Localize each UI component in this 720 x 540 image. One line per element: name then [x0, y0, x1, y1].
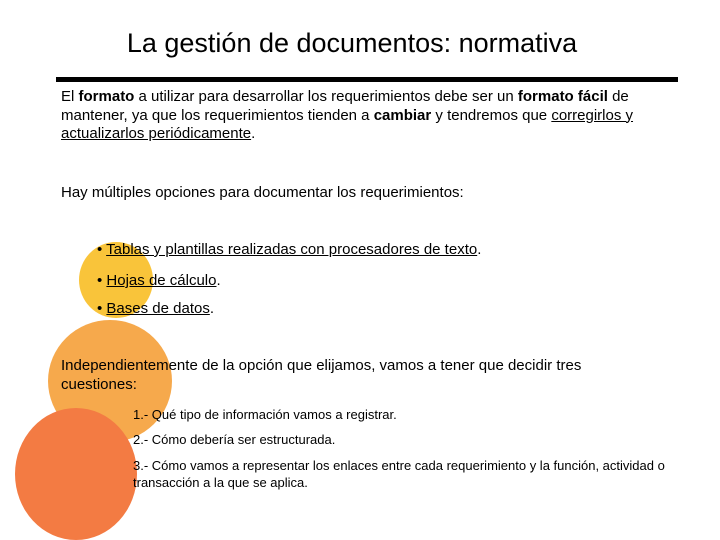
text-run: y tendremos que — [431, 106, 552, 124]
bold-run: formato — [78, 88, 135, 105]
numbered-item: 2.- Cómo debería ser estructurada. — [133, 432, 336, 447]
bullet-marker: • — [97, 272, 107, 289]
text-run: de mantener, ya que los requerimientos tienden a — [61, 88, 629, 124]
underlined-run: corregirlos y actualizarlos periódicamente — [61, 106, 634, 142]
bullet-text: Bases de datos — [106, 300, 210, 317]
bold-run: formato fácil — [517, 88, 608, 105]
bold-run: cambiar — [373, 106, 432, 124]
text-run: El — [61, 88, 79, 105]
bullet-suffix: . — [216, 272, 221, 289]
options-paragraph: Hay múltiples opciones para documentar los requerimientos: — [61, 184, 464, 201]
numbered-item: 1.- Qué tipo de información vamos a registrar. — [133, 407, 397, 422]
title-underline-rule — [56, 77, 678, 82]
bullet-item — [97, 300, 214, 318]
text-run: a utilizar para desarrollar los requerimientos debe ser un — [134, 88, 518, 105]
bullet-marker: • — [97, 300, 107, 317]
intro-paragraph — [61, 88, 681, 144]
bullet-text: Tablas y plantillas realizadas con procesadores de texto — [106, 241, 478, 258]
bullet-suffix: . — [209, 300, 214, 317]
slide-title: La gestión de documentos: normativa — [126, 28, 578, 58]
bullet-item — [97, 241, 481, 259]
bullet-text: Hojas de cálculo — [106, 272, 217, 289]
numbered-item: 3.- Cómo vamos a representar los enlaces entre cada requerimiento y la función, actividad o transacción a la que se aplica. — [133, 458, 665, 490]
text-run: . — [251, 125, 256, 142]
bullet-marker: • — [97, 241, 107, 258]
bullet-suffix: . — [477, 241, 482, 258]
questions-paragraph: Independientemente de la opción que elijamos, vamos a tener que decidir tres cuestiones: — [61, 357, 582, 393]
bullet-item — [97, 272, 221, 290]
decorative-circle-red-orange — [15, 408, 137, 540]
